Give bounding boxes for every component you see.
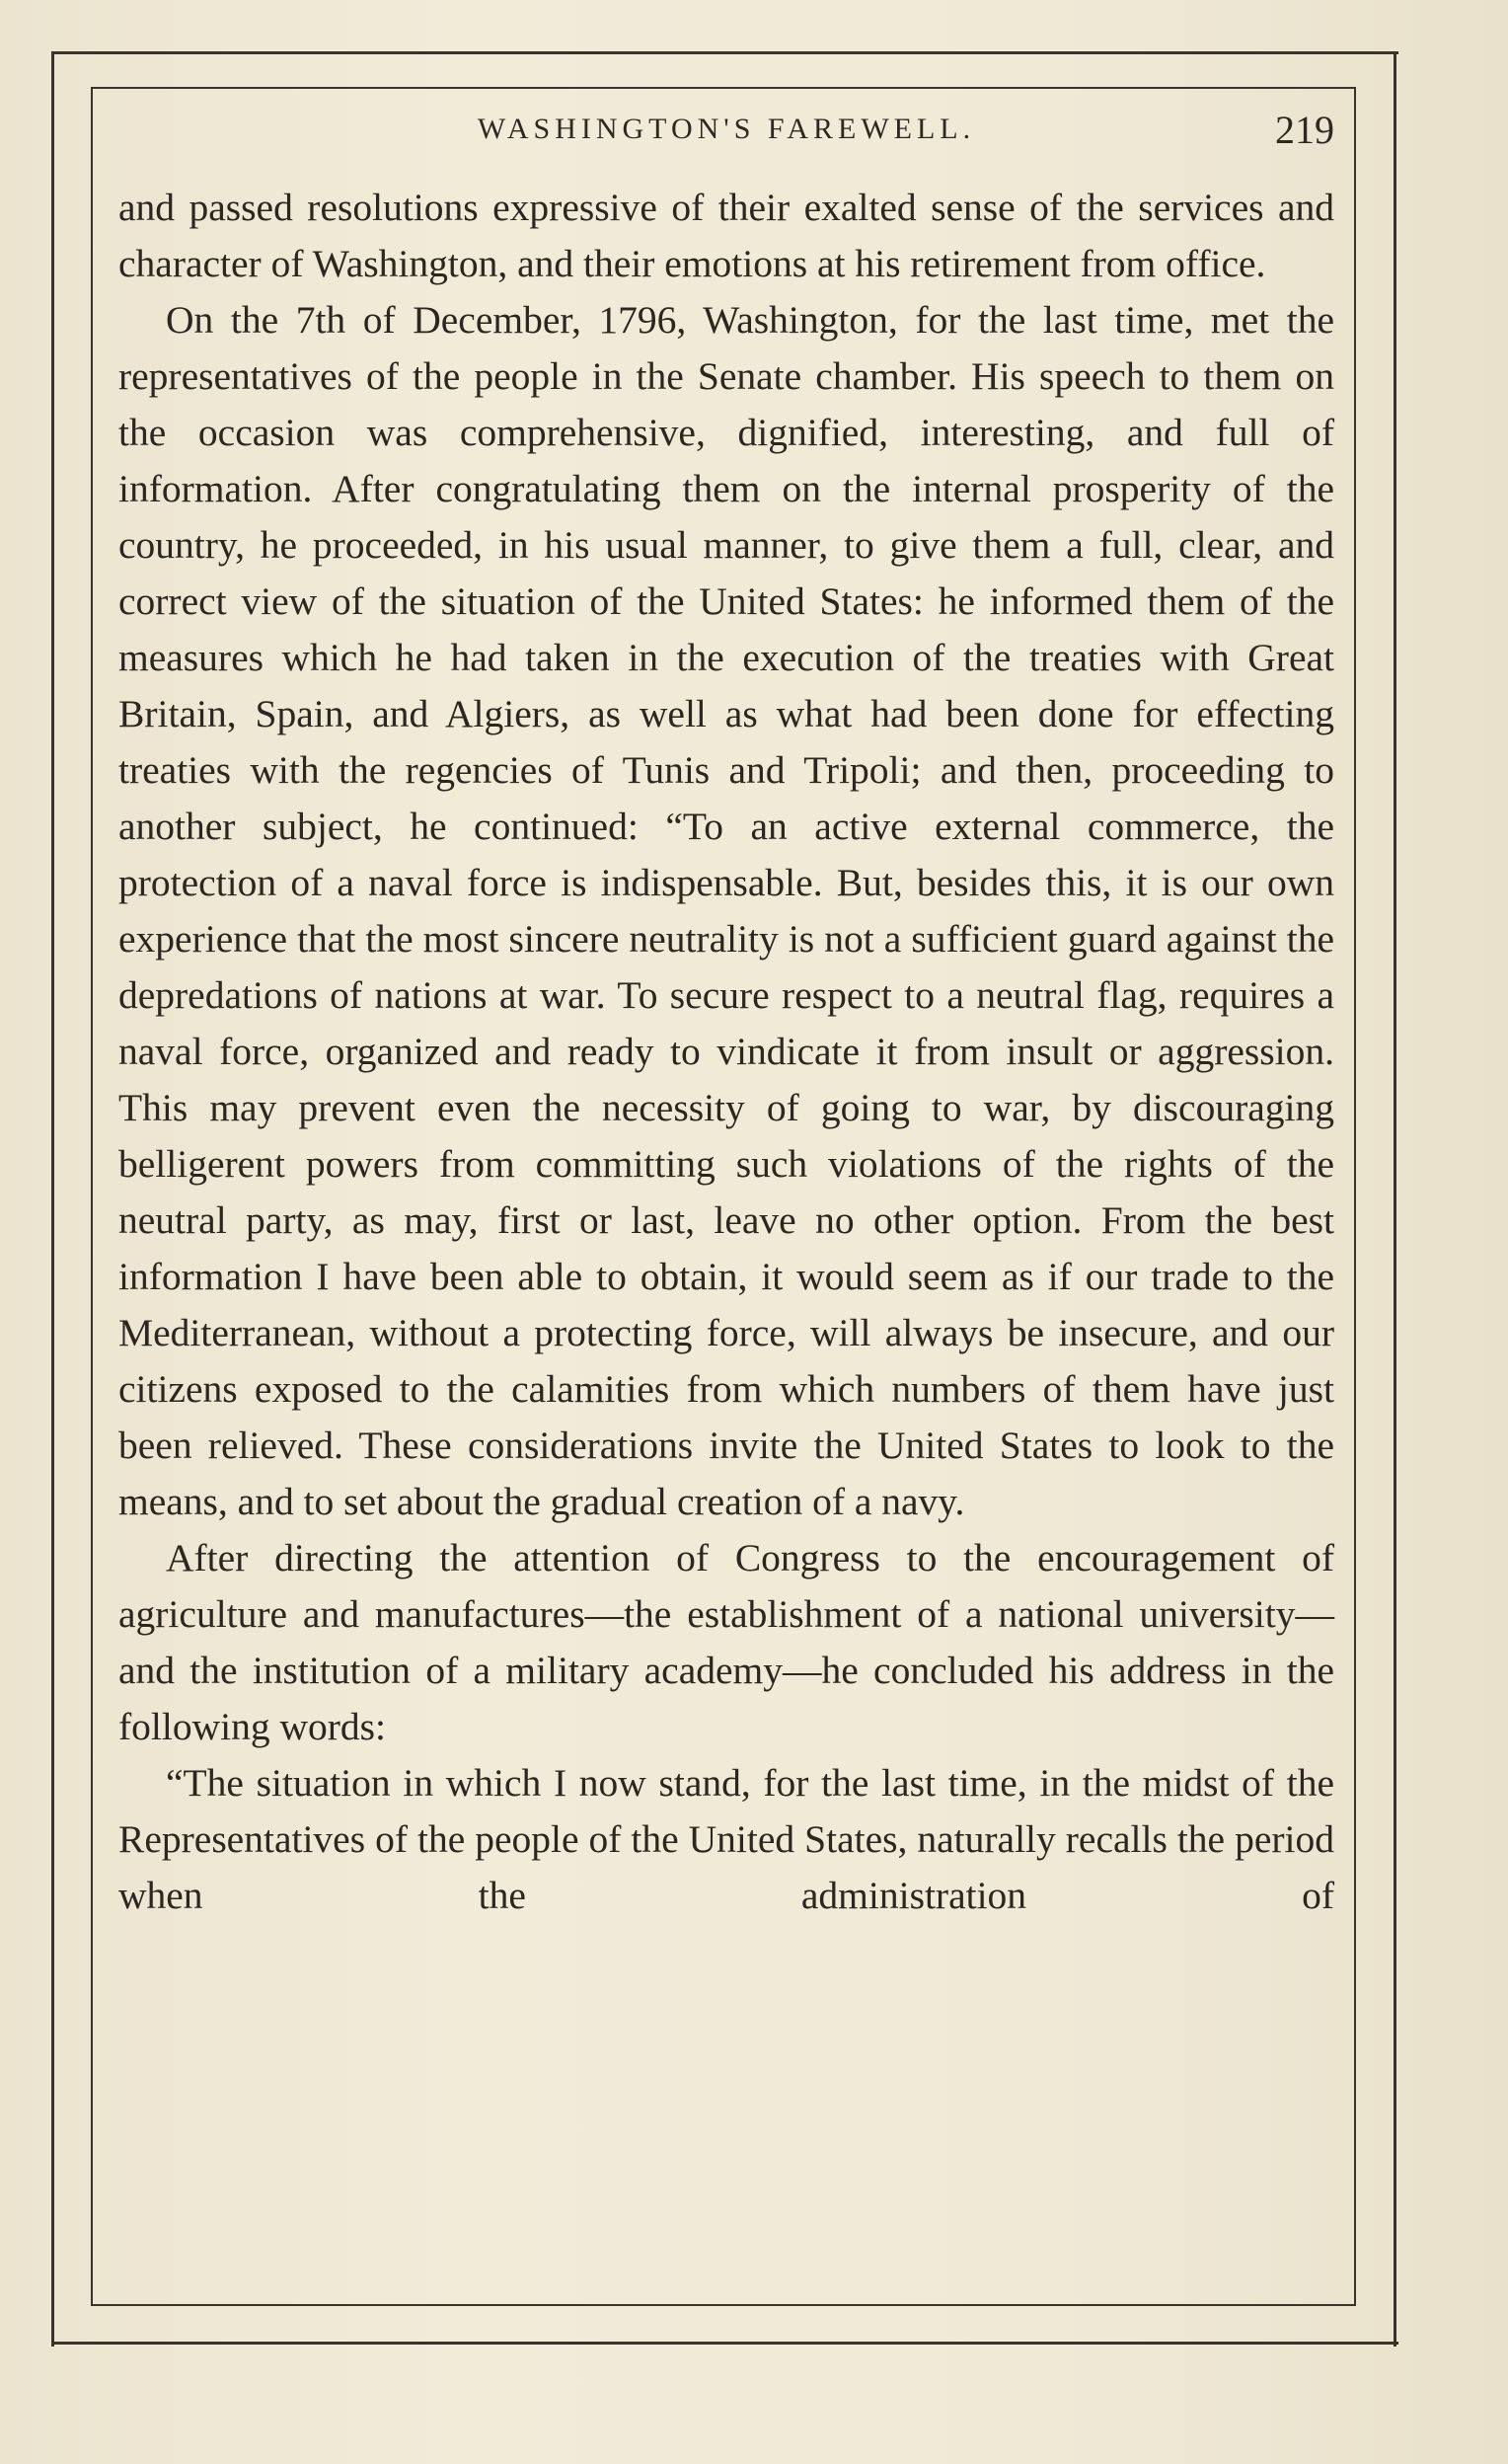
inner-frame-bottom-rule	[91, 2304, 1356, 2306]
inner-frame-left-rule	[91, 87, 93, 2306]
inner-frame-right-rule	[1354, 87, 1356, 2306]
outer-frame-right-rule	[1394, 51, 1396, 2347]
outer-frame-left-rule	[51, 51, 54, 2347]
page-number: 219	[1275, 108, 1334, 152]
inner-frame-top-rule	[91, 87, 1356, 89]
running-title: WASHINGTON'S FAREWELL.	[477, 113, 976, 145]
page-header	[118, 107, 1334, 166]
outer-frame-bottom-rule	[51, 2342, 1398, 2345]
outer-frame-top-rule	[51, 51, 1398, 54]
body-text	[118, 180, 1334, 1924]
paragraph-continued: and passed resolutions expressive of their exalted sense of the services and character of Washington, and their emotions at his retirement from office.	[118, 186, 1334, 285]
paragraph: After directing the attention of Congress to the encouragement of agriculture and manufactures—the establishment of a national university—and the institution of a military academy—he concluded his address in the following words:	[118, 1536, 1334, 1748]
paragraph: On the 7th of December, 1796, Washington, for the last time, met the representatives of the people in the Senate chamber. His speech to them on the occasion was comprehensive, dignified, interesting, and full of information. After congratulating them on the internal prosperity of the country, he proceeded, in his usual manner, to give them a full, clear, and correct view of the situation of the United States: he informed them of the measures which he had taken in the execution of the treaties with Great Britain, Spain, and Algiers, as well as what had been done for effecting treaties with the regencies of Tunis and Tripoli; and then, proceeding to another subject, he continued: “To an active external commerce, the protection of a naval force is indispensable. But, besides this, it is our own experience that the most sincere neutrality is not a sufficient guard against the depredations of nations at war. To secure respect to a neutral flag, requires a naval force, organized and ready to vindicate it from insult or aggression. This may prevent even the necessity of going to war, by discouraging belligerent powers from committing such violations of the rights of the neutral party, as may, first or last, leave no other option. From the best information I have been able to obtain, it would seem as if our trade to the Mediterranean, without a protecting force, will always be insecure, and our citizens exposed to the calamities from which numbers of them have just been relieved. These considerations invite the United States to look to the means, and to set about the gradual creation of a navy.	[118, 298, 1334, 1523]
paragraph-continues-next-page: “The situation in which I now stand, for the last time, in the midst of the Representatives of the people of the United States, naturally recalls the period when the administration of	[118, 1761, 1334, 1917]
